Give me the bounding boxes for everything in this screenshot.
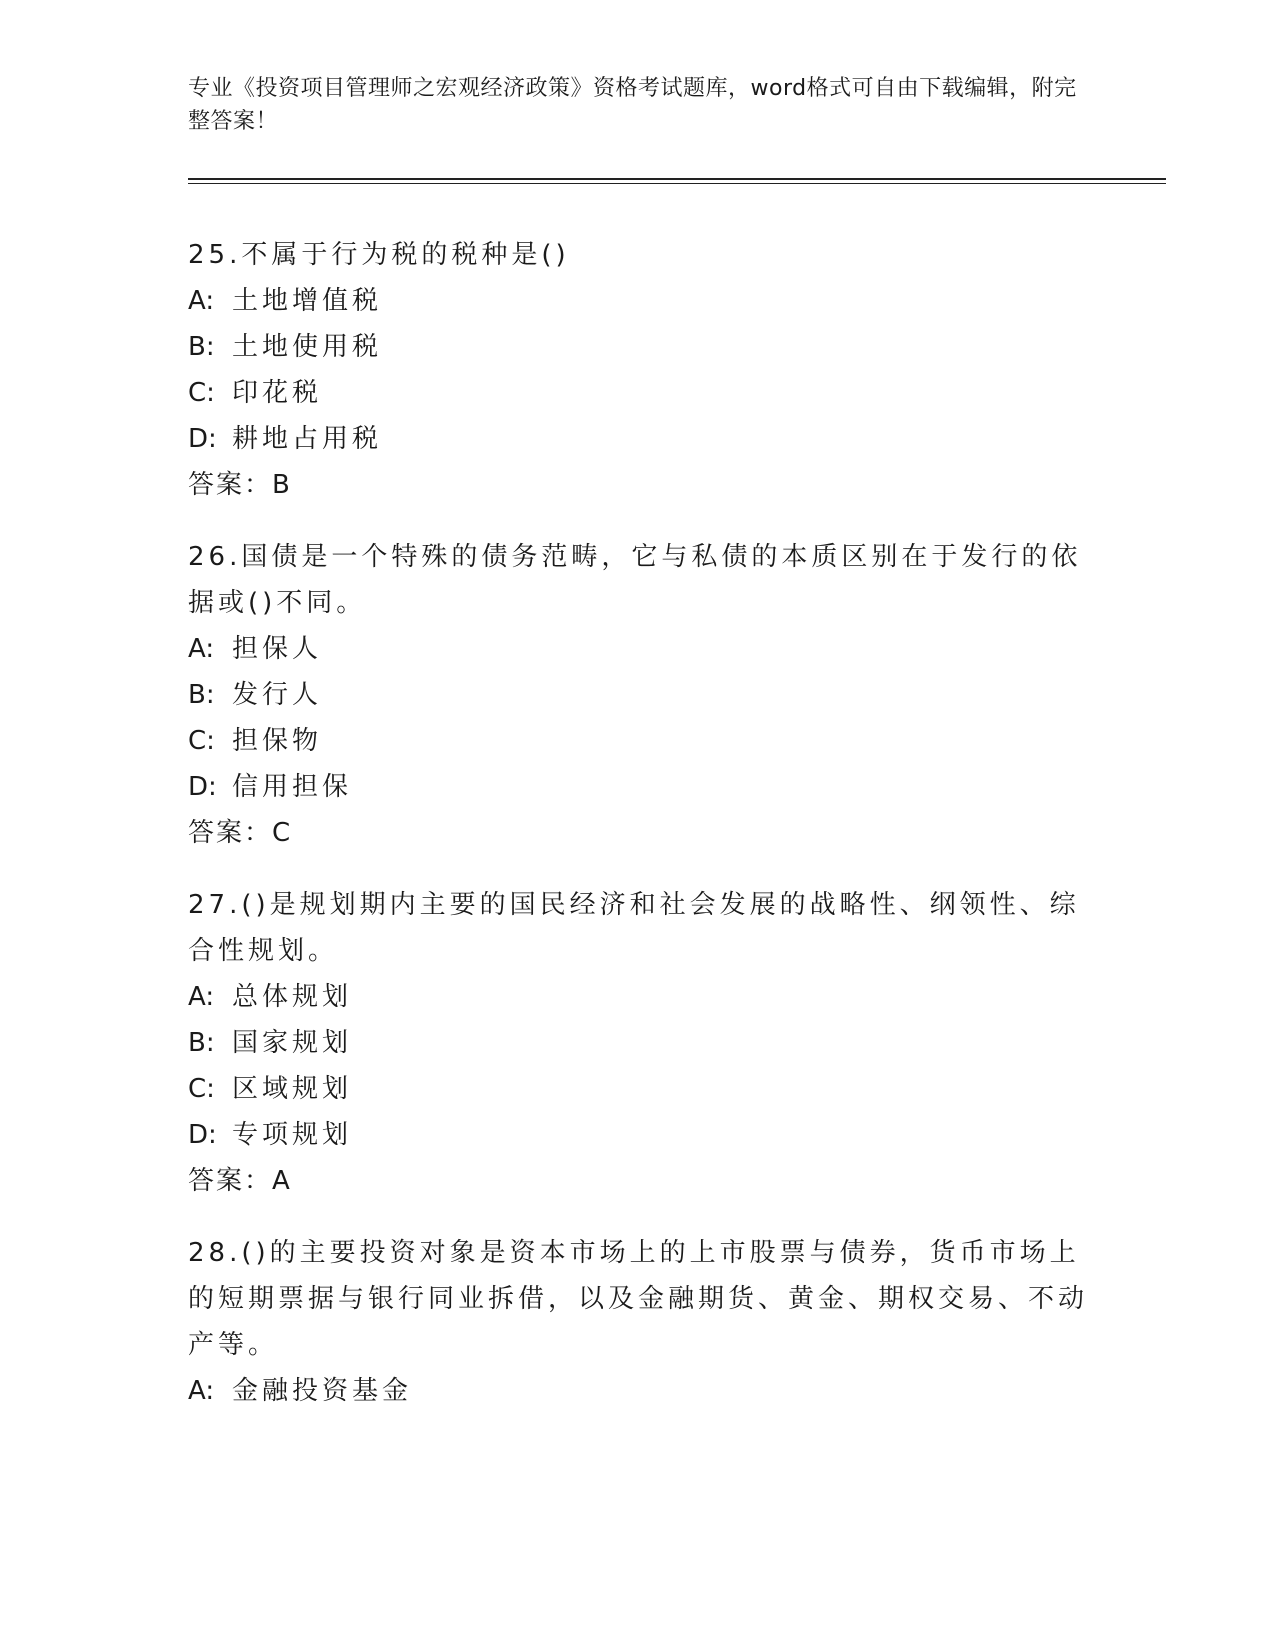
option-key: A:	[188, 1376, 215, 1406]
option-b	[188, 324, 1088, 370]
question-25	[188, 232, 1088, 508]
question-stem: 25.不属于行为税的税种是()	[188, 240, 570, 270]
option-key: D:	[188, 1120, 217, 1150]
option-a	[188, 626, 1088, 672]
option-text: 信用担保	[232, 772, 353, 802]
option-d	[188, 764, 1088, 810]
option-key: A:	[188, 982, 215, 1012]
question-26	[188, 534, 1088, 856]
option-key: A:	[188, 286, 215, 316]
option-d	[188, 416, 1088, 462]
answer-line: 答案：B	[188, 470, 292, 500]
option-a	[188, 974, 1088, 1020]
answer-line: 答案：C	[188, 818, 293, 848]
question-stem: 27.()是规划期内主要的国民经济和社会发展的战略性、纲领性、综合性规划。	[188, 890, 1080, 966]
option-key: D:	[188, 424, 217, 454]
header-divider-thin	[188, 183, 1166, 184]
option-key: A:	[188, 634, 215, 664]
option-text: 土地使用税	[232, 332, 383, 362]
option-key: D:	[188, 772, 217, 802]
option-text: 耕地占用税	[232, 424, 383, 454]
option-text: 专项规划	[232, 1120, 353, 1150]
option-c	[188, 370, 1088, 416]
option-key: B:	[188, 332, 215, 362]
option-b	[188, 1020, 1088, 1066]
option-text: 土地增值税	[232, 286, 383, 316]
option-c	[188, 718, 1088, 764]
option-key: C:	[188, 378, 215, 408]
question-list	[188, 232, 1088, 1440]
question-28	[188, 1230, 1088, 1414]
question-stem: 28.()的主要投资对象是资本市场上的上市股票与债券，货币市场上的短期票据与银行同业拆借，以及金融期货、黄金、期权交易、不动产等。	[188, 1238, 1089, 1360]
option-text: 担保人	[232, 634, 323, 664]
answer-line: 答案：A	[188, 1166, 292, 1196]
option-text: 担保物	[232, 726, 323, 756]
question-27	[188, 882, 1088, 1204]
option-d	[188, 1112, 1088, 1158]
option-text: 印花税	[232, 378, 323, 408]
question-stem: 26.国债是一个特殊的债务范畴，它与私债的本质区别在于发行的依据或()不同。	[188, 542, 1082, 618]
option-c	[188, 1066, 1088, 1112]
option-a	[188, 1368, 1088, 1414]
option-text: 总体规划	[232, 982, 353, 1012]
option-key: C:	[188, 726, 215, 756]
option-text: 区域规划	[232, 1074, 353, 1104]
header-divider	[188, 178, 1166, 180]
document-header: 专业《投资项目管理师之宏观经济政策》资格考试题库，word格式可自由下载编辑，附完整答案！	[188, 76, 1077, 134]
option-key: C:	[188, 1074, 215, 1104]
option-key: B:	[188, 680, 215, 710]
option-text: 国家规划	[232, 1028, 353, 1058]
option-key: B:	[188, 1028, 215, 1058]
option-text: 发行人	[232, 680, 323, 710]
option-text: 金融投资基金	[232, 1376, 413, 1406]
option-a	[188, 278, 1088, 324]
option-b	[188, 672, 1088, 718]
